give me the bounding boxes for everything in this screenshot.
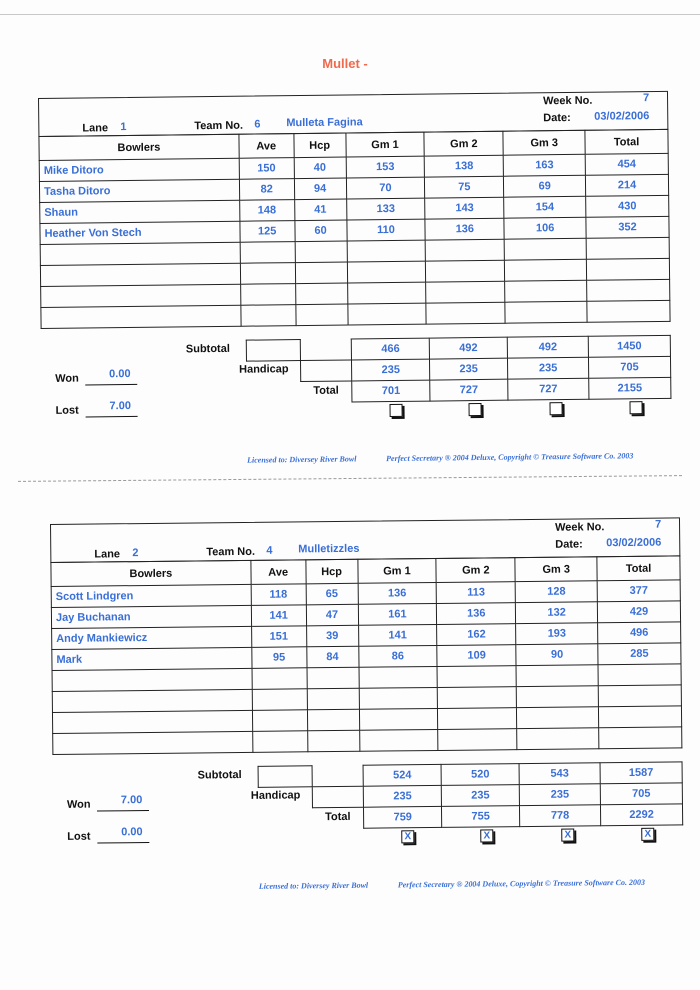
bowler-gm3: 193 xyxy=(516,623,598,645)
lost-value: 7.00 xyxy=(109,399,131,413)
bowler-name xyxy=(41,284,241,307)
handicap-gm1: 235 xyxy=(363,785,441,807)
game1-win-checkbox[interactable]: X xyxy=(401,830,414,843)
bowler-gm1 xyxy=(347,303,426,325)
license-text: Licensed to: Diversey River Bowl xyxy=(247,454,357,465)
bowler-gm3 xyxy=(516,665,598,687)
subtotal-label: Subtotal xyxy=(185,342,230,356)
week-no-label: Week No. xyxy=(555,521,605,534)
subtotal-gm2: 492 xyxy=(429,337,507,359)
total-gm1: 701 xyxy=(352,380,430,402)
bowler-gm1 xyxy=(347,282,426,304)
week-no-value: 7 xyxy=(654,518,662,531)
bowler-ave xyxy=(241,305,296,327)
bowler-hcp xyxy=(295,262,347,284)
bowler-gm3 xyxy=(505,301,587,323)
total-gm3: 778 xyxy=(520,805,601,827)
bowler-total xyxy=(598,685,681,707)
bowler-hcp: 60 xyxy=(295,220,347,242)
team-name: Mulletizzles xyxy=(298,542,360,556)
bowler-ave: 151 xyxy=(251,626,306,648)
bowler-name: Heather Von Stech xyxy=(40,221,240,244)
bowler-total: 352 xyxy=(586,216,669,238)
bowler-name xyxy=(52,710,252,733)
bowler-hcp: 47 xyxy=(306,604,358,626)
bowler-gm1 xyxy=(359,687,438,709)
bowler-total xyxy=(599,727,682,749)
bowler-gm1 xyxy=(359,708,438,730)
score-card xyxy=(38,91,672,480)
column-header: Gm 1 xyxy=(357,558,436,583)
bowler-hcp: 41 xyxy=(294,199,346,221)
bowler-gm1 xyxy=(359,666,438,688)
week-no-value: 7 xyxy=(642,92,650,105)
lost-underline xyxy=(97,842,149,844)
bowler-gm1: 153 xyxy=(346,156,425,178)
handicap-label: Handicap xyxy=(250,789,301,802)
lost-label: Lost xyxy=(67,830,91,843)
bowler-ave: 148 xyxy=(239,200,294,222)
bowler-gm1: 141 xyxy=(358,624,437,646)
game3-win-checkbox[interactable] xyxy=(549,402,562,415)
total-gm1: 759 xyxy=(364,806,442,828)
bowler-gm1: 136 xyxy=(358,582,437,604)
bowler-gm2 xyxy=(438,708,517,730)
team-name: Mulleta Fagina xyxy=(286,116,363,130)
subtotal-gm3: 543 xyxy=(519,763,600,785)
bowler-gm1: 161 xyxy=(358,603,437,625)
bowler-gm1: 133 xyxy=(346,198,425,220)
bowler-ave: 118 xyxy=(251,584,306,606)
bowler-gm3: 106 xyxy=(504,217,586,239)
bowler-name xyxy=(52,689,252,712)
bowler-gm2 xyxy=(426,239,505,261)
bowlers-table xyxy=(50,555,682,755)
bowler-hcp: 65 xyxy=(306,583,358,605)
lane-label: Lane xyxy=(82,122,109,135)
bowler-hcp xyxy=(307,730,359,752)
bowler-total xyxy=(599,706,682,728)
total-win-checkbox[interactable] xyxy=(629,401,642,414)
column-header: Hcp xyxy=(305,559,357,584)
page-top-edge xyxy=(0,14,700,15)
total-label: Total xyxy=(325,810,351,824)
score-sheet xyxy=(0,80,700,508)
bowler-total: 214 xyxy=(586,174,669,196)
column-header: Ave xyxy=(239,134,294,159)
bowler-gm2: 75 xyxy=(425,176,504,198)
bowler-ave xyxy=(240,263,295,285)
column-header: Gm 3 xyxy=(515,557,597,582)
subtotal-total: 1587 xyxy=(600,762,682,784)
copyright-text: Perfect Secretary ® 2004 Deluxe, Copyright © Treasure Software Co. 2003 xyxy=(397,877,646,890)
date-label: Date: xyxy=(543,111,571,125)
bowler-hcp xyxy=(307,667,359,689)
bowler-name: Scott Lindgren xyxy=(51,584,251,607)
bowler-hcp: 40 xyxy=(294,157,346,179)
bowler-ave xyxy=(240,284,295,306)
subtotal-gm3: 492 xyxy=(507,336,588,358)
bowler-gm3: 128 xyxy=(515,581,597,603)
bowler-ave xyxy=(252,668,307,690)
bowler-total: 377 xyxy=(597,580,680,602)
bowler-gm3 xyxy=(516,686,598,708)
bowler-hcp xyxy=(307,709,359,731)
bowler-gm2: 136 xyxy=(437,603,516,625)
team-no-value: 4 xyxy=(266,544,273,557)
game2-win-checkbox[interactable] xyxy=(468,403,481,416)
bowler-name: Mark xyxy=(52,647,252,670)
bowler-ave xyxy=(252,689,307,711)
bowler-hcp: 39 xyxy=(306,625,358,647)
score-card xyxy=(50,517,684,906)
team-no-label: Team No. xyxy=(206,545,256,559)
handicap-total: 705 xyxy=(600,783,682,805)
game3-win-checkbox[interactable]: X xyxy=(561,829,574,842)
lost-value: 0.00 xyxy=(121,826,143,839)
bowler-gm2 xyxy=(438,729,517,751)
column-header: Gm 2 xyxy=(424,131,503,156)
bowler-total xyxy=(586,237,669,259)
handicap-gm3: 235 xyxy=(508,357,589,379)
game2-win-checkbox[interactable]: X xyxy=(480,829,493,842)
total-total: 2155 xyxy=(589,377,671,399)
bowler-gm1: 110 xyxy=(346,219,425,241)
bowler-total: 285 xyxy=(598,643,681,665)
column-header: Gm 3 xyxy=(503,130,585,155)
bowler-total: 454 xyxy=(585,153,668,175)
total-win-checkbox[interactable]: X xyxy=(641,828,654,841)
column-header: Bowlers xyxy=(51,560,251,586)
column-header: Ave xyxy=(251,560,306,585)
bowler-ave: 125 xyxy=(240,221,295,243)
won-underline xyxy=(85,384,137,386)
bowler-gm3 xyxy=(517,707,599,729)
total-gm2: 755 xyxy=(442,806,520,828)
bowler-gm2: 136 xyxy=(425,218,504,240)
won-label: Won xyxy=(66,798,91,811)
bowler-name xyxy=(40,263,240,286)
bowler-gm3 xyxy=(517,728,599,750)
bowler-gm3 xyxy=(504,238,586,260)
bowler-gm3: 163 xyxy=(503,154,585,176)
score-sheet xyxy=(0,507,700,934)
date-value: 03/02/2006 xyxy=(606,536,662,550)
lane-label: Lane xyxy=(94,548,121,561)
bowlers-table xyxy=(38,129,670,329)
date-label: Date: xyxy=(555,538,583,551)
bowler-total xyxy=(598,664,681,686)
bowler-hcp xyxy=(295,304,347,326)
column-header: Total xyxy=(597,556,680,581)
lost-underline xyxy=(86,416,138,418)
bowler-gm3: 154 xyxy=(504,196,586,218)
copyright-text: Perfect Secretary ® 2004 Deluxe, Copyright © Treasure Software Co. 2003 xyxy=(386,451,634,464)
subtotal-gm1: 466 xyxy=(351,338,429,360)
team-no-value: 6 xyxy=(254,118,261,131)
column-header: Hcp xyxy=(294,133,346,158)
bowler-name xyxy=(52,668,252,691)
bowler-ave: 141 xyxy=(251,605,306,627)
bowler-gm1 xyxy=(347,261,426,283)
page-title: Mullet - xyxy=(322,56,368,71)
bowler-name xyxy=(53,731,253,754)
bowler-gm2: 113 xyxy=(437,582,516,604)
lane-value: 2 xyxy=(132,547,139,560)
won-underline xyxy=(97,810,149,812)
bowler-gm2 xyxy=(426,281,505,303)
won-value: 0.00 xyxy=(109,367,131,381)
bowler-name xyxy=(41,305,241,328)
bowler-gm3 xyxy=(505,259,587,281)
bowler-name: Mike Ditoro xyxy=(39,158,239,181)
bowler-hcp xyxy=(295,241,347,263)
subtotal-gm1: 524 xyxy=(363,764,441,786)
bowler-total: 430 xyxy=(586,195,669,217)
bowler-gm1 xyxy=(347,240,426,262)
bowler-gm2: 138 xyxy=(425,155,504,177)
bowler-gm2: 143 xyxy=(425,197,504,219)
handicap-gm2: 235 xyxy=(441,785,519,807)
subtotal-total: 1450 xyxy=(588,335,670,357)
won-label: Won xyxy=(55,372,79,385)
bowler-gm1 xyxy=(359,729,438,751)
bowler-total xyxy=(587,279,670,301)
handicap-gm1: 235 xyxy=(352,359,430,381)
bowler-ave xyxy=(240,242,295,264)
bowler-ave: 95 xyxy=(251,647,306,669)
total-total: 2292 xyxy=(600,804,682,826)
bowler-ave: 82 xyxy=(239,179,294,201)
bowler-ave xyxy=(252,710,307,732)
handicap-label: Handicap xyxy=(239,363,289,376)
bowler-gm1: 70 xyxy=(346,177,425,199)
bowler-gm2 xyxy=(438,687,517,709)
sheet-inner xyxy=(0,80,700,465)
total-gm3: 727 xyxy=(508,378,589,400)
bowler-hcp: 94 xyxy=(294,178,346,200)
team-no-label: Team No. xyxy=(194,119,244,133)
bowler-total xyxy=(587,300,670,322)
bowler-gm2 xyxy=(437,666,516,688)
bowler-total: 429 xyxy=(597,601,680,623)
date-value: 03/02/2006 xyxy=(594,110,650,123)
subtotal-label: Subtotal xyxy=(197,769,242,782)
bowler-gm3: 90 xyxy=(516,644,598,666)
total-row xyxy=(258,804,682,829)
totals-table xyxy=(258,761,684,829)
lost-label: Lost xyxy=(55,404,79,417)
bowler-name: Shaun xyxy=(40,200,240,223)
bowler-gm1: 86 xyxy=(358,645,437,667)
handicap-gm2: 235 xyxy=(430,358,508,380)
bowler-gm3: 69 xyxy=(504,175,586,197)
subtotal-gm2: 520 xyxy=(441,764,519,786)
week-no-label: Week No. xyxy=(543,94,593,108)
total-gm2: 727 xyxy=(430,379,508,401)
bowler-total: 496 xyxy=(598,622,681,644)
column-header: Gm 2 xyxy=(436,558,515,583)
bowler-hcp: 84 xyxy=(306,646,358,668)
bowler-hcp xyxy=(307,688,359,710)
bowler-name: Jay Buchanan xyxy=(51,605,251,628)
bowler-ave xyxy=(252,731,307,753)
bowler-hcp xyxy=(295,283,347,305)
handicap-total: 705 xyxy=(588,356,670,378)
handicap-gm3: 235 xyxy=(519,784,600,806)
bowler-gm2: 109 xyxy=(437,645,516,667)
bowler-gm2 xyxy=(426,302,505,324)
totals-table xyxy=(246,335,672,404)
column-header: Gm 1 xyxy=(345,132,424,157)
bowler-name xyxy=(40,242,240,265)
bowler-ave: 150 xyxy=(239,158,294,180)
won-value: 7.00 xyxy=(120,794,143,807)
game1-win-checkbox[interactable] xyxy=(389,404,402,417)
column-header: Total xyxy=(585,129,668,154)
lane-value: 1 xyxy=(120,120,127,134)
column-header: Bowlers xyxy=(39,134,239,160)
bowler-gm3 xyxy=(505,280,587,302)
bowler-total xyxy=(586,258,669,280)
bowler-gm2 xyxy=(426,260,505,282)
bowler-gm3: 132 xyxy=(516,602,598,624)
bowler-gm2: 162 xyxy=(437,624,516,646)
total-row xyxy=(247,377,671,403)
bowler-name: Tasha Ditoro xyxy=(39,179,239,202)
license-text: Licensed to: Diversey River Bowl xyxy=(258,880,369,891)
bowler-name: Andy Mankiewicz xyxy=(52,626,252,649)
total-label: Total xyxy=(313,384,339,397)
